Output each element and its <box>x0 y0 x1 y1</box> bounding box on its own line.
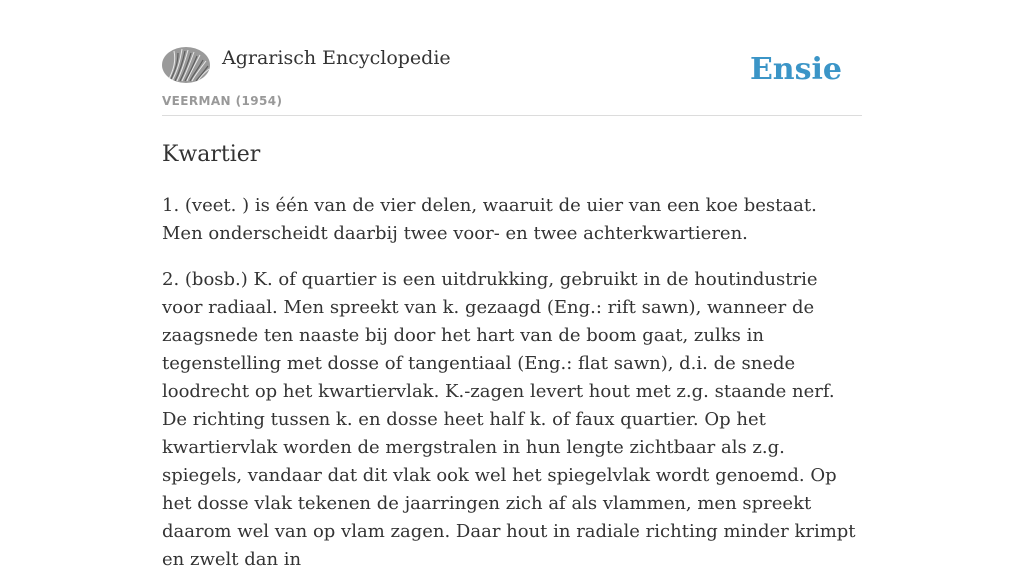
page <box>162 0 862 574</box>
entry-header <box>162 0 862 116</box>
source-meta: VEERMAN (1954) <box>162 94 283 108</box>
source-title[interactable]: Agrarisch Encyclopedie <box>222 47 451 69</box>
wheat-engraving-icon <box>162 47 210 83</box>
entry-paragraph: 2. (bosb.) K. of quartier is een uitdrukking, gebruikt in de houtindustrie voor radiaal. Men spreekt van k. gezaagd (Eng.: rift sawn), wanneer de zaagsnede ten naaste bij door het hart van de boom gaat, zulks in tegenstelling met dosse of tangentiaal (Eng.: flat sawn), d.i. de snede loodrecht op het kwartiervlak. K.-zagen levert hout met z.g. staande nerf. De richting tussen k. en dosse heet half k. of faux quartier. Op het kwartiervlak worden de mergstralen in hun lengte zichtbaar als z.g. spiegels, vandaar dat dit vlak ook wel het spiegelvlak wordt genoemd. Op het dosse vlak tekenen de jaarringen zich af als vlammen, men spreekt daarom wel van op vlam zagen. Daar hout in radiale richting minder krimpt en zwelt dan in <box>162 269 856 570</box>
brand-logo-link[interactable]: Ensie <box>749 52 842 87</box>
entry-title: Kwartier <box>162 142 261 167</box>
entry-paragraph: 1. (veet. ) is één van de vier delen, waaruit de uier van een koe bestaat. Men onderscheidt daarbij twee voor- en twee achterkwartieren. <box>162 195 817 244</box>
